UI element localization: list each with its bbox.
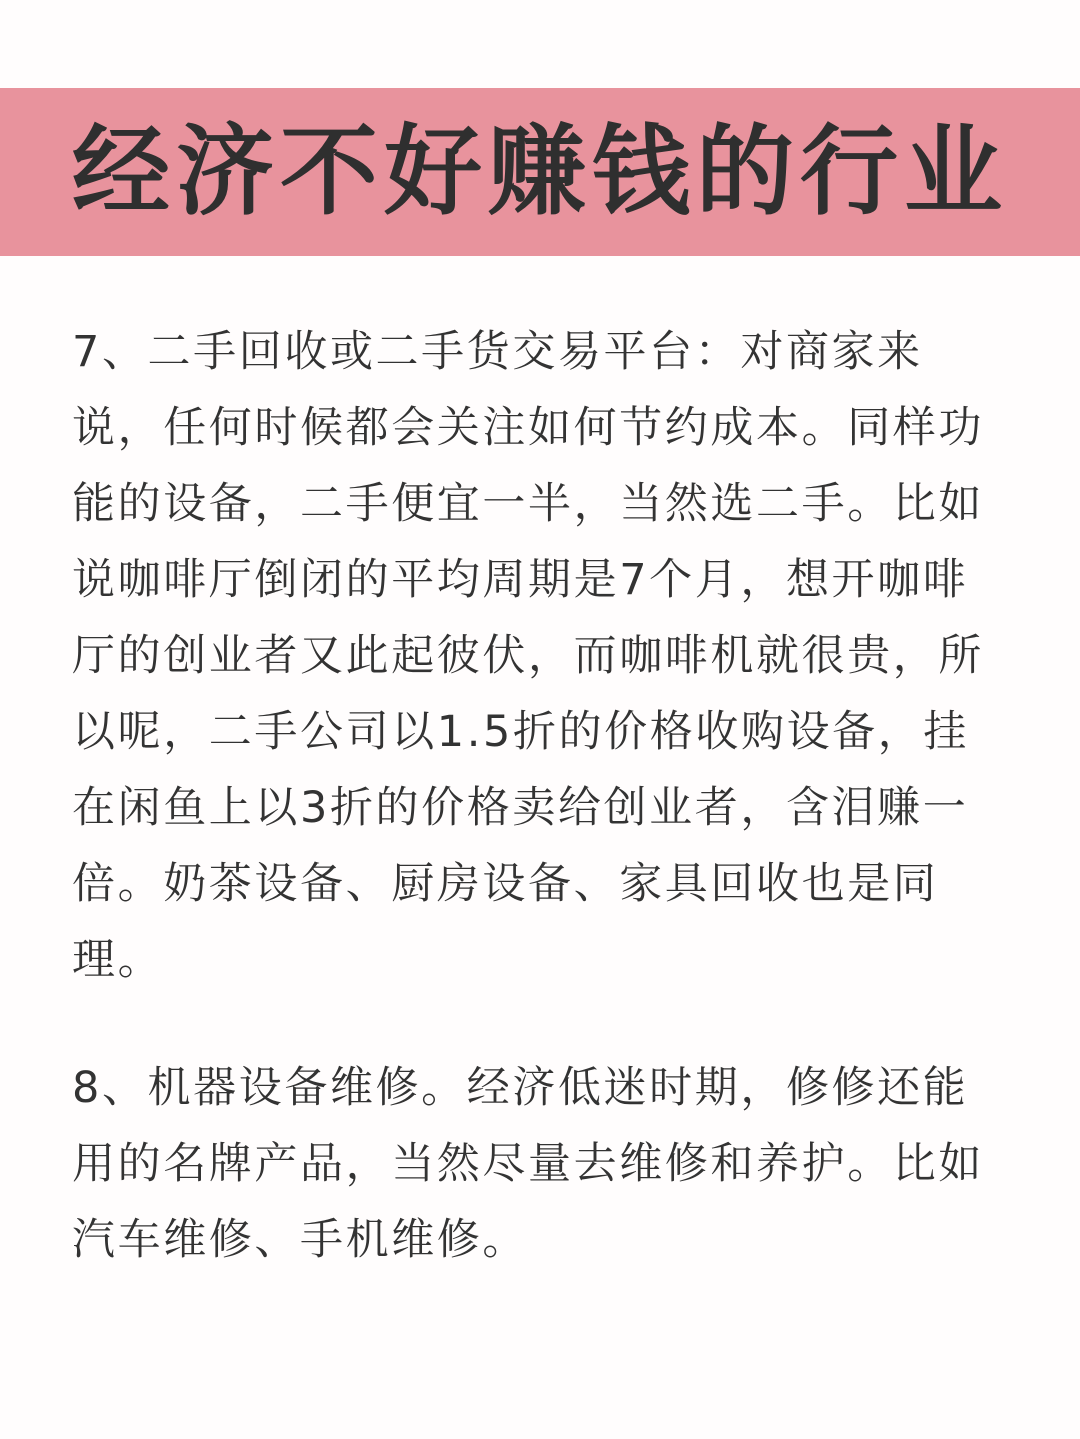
article-body bbox=[72, 314, 1010, 1278]
paragraph-equipment-repair: 8、机器设备维修。经济低迷时期，修修还能用的名牌产品，当然尽量去维修和养护。比如汽车维修、手机维修。 bbox=[72, 1063, 984, 1265]
paragraph-secondhand-trade: 7、二手回收或二手货交易平台：对商家来说，任何时候都会关注如何节约成本。同样功能的设备，二手便宜一半，当然选二手。比如说咖啡厅倒闭的平均周期是7个月，想开咖啡厅的创业者又此起彼伏，而咖啡机就很贵，所以呢，二手公司以1.5折的价格收购设备，挂在闲鱼上以3折的价格卖给创业者，含泪赚一倍。奶茶设备、厨房设备、家具回收也是同理。 bbox=[72, 327, 984, 985]
title-banner bbox=[0, 88, 1080, 256]
page-title: 经济不好赚钱的行业 bbox=[71, 115, 1008, 229]
